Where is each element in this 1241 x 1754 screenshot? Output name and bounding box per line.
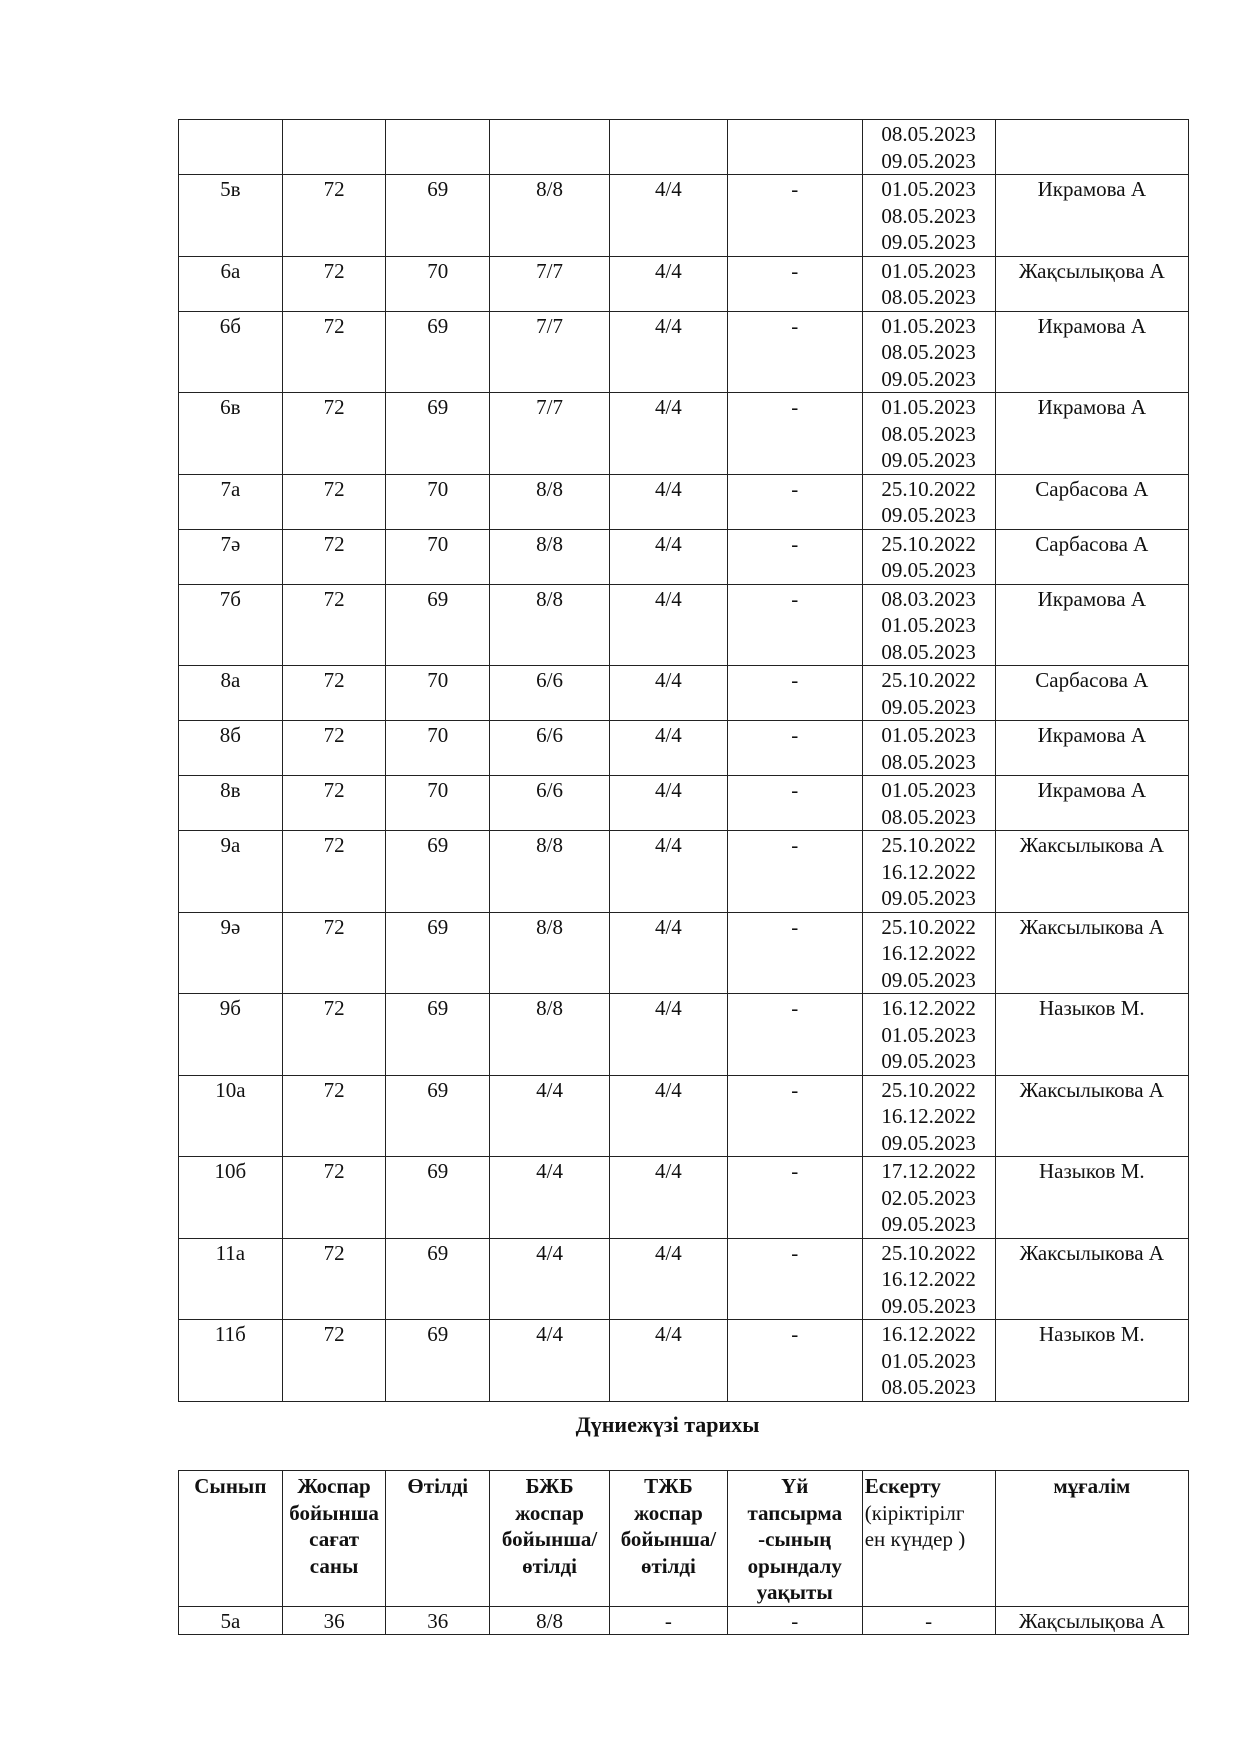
table-row	[179, 831, 1189, 913]
teacher-cell: Икрамова А	[995, 311, 1188, 393]
table-row	[179, 256, 1189, 311]
date-line: 09.05.2023	[881, 148, 976, 173]
table-cell: -	[727, 584, 862, 666]
dates-cell	[862, 584, 995, 666]
teacher-cell: Жаксылыкова А	[995, 1075, 1188, 1157]
header-subline: (кіріктірілг	[864, 1500, 965, 1525]
header-line: Жоспар	[297, 1474, 371, 1498]
column-header	[386, 1471, 490, 1607]
dates-cell	[862, 1157, 995, 1239]
dates-cell	[862, 175, 995, 257]
table-row	[179, 666, 1189, 721]
table-row	[179, 584, 1189, 666]
date-line: 25.10.2022	[881, 914, 976, 939]
header-line: бойынша/	[620, 1527, 717, 1551]
table-cell	[490, 120, 610, 175]
table-cell: 7ә	[179, 529, 283, 584]
header-line: ТЖБ	[644, 1474, 693, 1498]
table-cell: 10б	[179, 1157, 283, 1239]
table-cell: -	[727, 256, 862, 311]
date-line: 09.05.2023	[881, 230, 976, 254]
teacher-cell: Икрамова А	[995, 721, 1188, 776]
dates-cell	[862, 831, 995, 913]
date-line: 09.05.2023	[881, 1212, 976, 1236]
date-line: 25.10.2022	[881, 1240, 976, 1265]
date-line: 08.03.2023	[881, 586, 976, 611]
table-cell: 69	[386, 175, 490, 257]
date-line: 01.05.2023	[881, 778, 976, 802]
table-cell: 72	[282, 776, 386, 831]
table-row	[179, 529, 1189, 584]
table-cell: 4/4	[490, 1320, 610, 1402]
table-cell: 69	[386, 912, 490, 994]
teacher-cell: Назыков М.	[995, 1320, 1188, 1402]
table-cell: 72	[282, 1238, 386, 1320]
table-cell: 5в	[179, 175, 283, 257]
date-line: 16.12.2022	[881, 941, 976, 965]
dates-cell	[862, 776, 995, 831]
table-cell: -	[727, 393, 862, 475]
table-cell: 4/4	[490, 1157, 610, 1239]
date-line: 08.05.2023	[881, 639, 976, 664]
table-cell: -	[727, 175, 862, 257]
table-cell: 8/8	[490, 175, 610, 257]
date-line: 01.05.2023	[881, 395, 976, 419]
table-row	[179, 175, 1189, 257]
date-line: 01.05.2023	[881, 1348, 976, 1373]
table-cell: -	[727, 776, 862, 831]
date-line: 16.12.2022	[881, 1322, 976, 1346]
date-line: 08.05.2023	[881, 122, 976, 146]
table-cell: -	[727, 912, 862, 994]
date-line: 09.05.2023	[881, 558, 976, 582]
table-row	[179, 393, 1189, 475]
date-line: 16.12.2022	[881, 1267, 976, 1291]
date-line: 17.12.2022	[881, 1159, 976, 1183]
header-line: Үй	[781, 1474, 809, 1498]
table-cell: 70	[386, 474, 490, 529]
dates-cell	[862, 1238, 995, 1320]
date-line: 01.05.2023	[881, 1022, 976, 1047]
date-line: 01.05.2023	[881, 177, 976, 201]
date-line: 02.05.2023	[881, 1185, 976, 1210]
column-header	[862, 1471, 995, 1607]
table-cell: 4/4	[490, 1075, 610, 1157]
table-cell: 4/4	[609, 1157, 727, 1239]
table-row	[179, 994, 1189, 1076]
table-cell: 4/4	[490, 1238, 610, 1320]
table-cell: 7/7	[490, 393, 610, 475]
date-line: 16.12.2022	[881, 859, 976, 884]
table-cell: 8в	[179, 776, 283, 831]
header-line: өтілді	[640, 1553, 696, 1578]
dates-cell	[862, 529, 995, 584]
table-cell	[179, 120, 283, 175]
teacher-cell: Сарбасова А	[995, 666, 1188, 721]
table-cell: 4/4	[609, 666, 727, 721]
table-cell: 4/4	[609, 1320, 727, 1402]
column-header	[995, 1471, 1188, 1607]
table-row	[179, 1320, 1189, 1402]
date-line: 08.05.2023	[881, 421, 976, 446]
table-cell: 8б	[179, 721, 283, 776]
table-cell: 72	[282, 994, 386, 1076]
table-cell: 36	[386, 1606, 490, 1635]
world-history-table	[178, 1470, 1189, 1635]
table-cell: 9б	[179, 994, 283, 1076]
table-cell: 70	[386, 776, 490, 831]
header-line: жоспар	[515, 1500, 584, 1525]
table-row	[179, 474, 1189, 529]
teacher-cell: Жақсылықова А	[995, 256, 1188, 311]
section-title: Дүниежүзі тарихы	[575, 1412, 760, 1437]
table-cell: 11а	[179, 1238, 283, 1320]
table-cell: 4/4	[609, 393, 727, 475]
teacher-cell: Икрамова А	[995, 584, 1188, 666]
dates-cell	[862, 474, 995, 529]
header-line: саны	[309, 1553, 359, 1578]
table-cell: -	[609, 1606, 727, 1635]
column-header	[282, 1471, 386, 1607]
table-cell: 70	[386, 529, 490, 584]
date-line: 25.10.2022	[881, 668, 976, 692]
table-cell: 72	[282, 474, 386, 529]
table-cell: 4/4	[609, 529, 727, 584]
table-cell: 4/4	[609, 831, 727, 913]
date-line: 01.05.2023	[881, 613, 976, 637]
table-cell: 4/4	[609, 175, 727, 257]
table-cell: 10а	[179, 1075, 283, 1157]
date-line: 09.05.2023	[881, 1130, 976, 1155]
table-cell: 69	[386, 831, 490, 913]
table-cell: 7а	[179, 474, 283, 529]
header-line: сағат	[309, 1527, 360, 1551]
table-cell: 8/8	[490, 1606, 610, 1635]
teacher-cell: Назыков М.	[995, 994, 1188, 1076]
table-cell: -	[862, 1606, 995, 1635]
table-cell: 72	[282, 1157, 386, 1239]
date-line: 08.05.2023	[881, 1375, 976, 1399]
dates-cell	[862, 994, 995, 1076]
dates-cell	[862, 721, 995, 776]
dates-cell	[862, 1075, 995, 1157]
schedule-table	[178, 119, 1189, 1402]
table-cell: 9ә	[179, 912, 283, 994]
table-cell: 8/8	[490, 474, 610, 529]
table-cell: -	[727, 994, 862, 1076]
header-line: бойынша	[289, 1500, 379, 1525]
table-cell: 70	[386, 666, 490, 721]
table-row	[179, 721, 1189, 776]
dates-cell	[862, 256, 995, 311]
header-line: тапсырма	[747, 1500, 843, 1525]
teacher-cell: Икрамова А	[995, 175, 1188, 257]
table-cell: 72	[282, 1320, 386, 1402]
dates-cell	[862, 393, 995, 475]
teacher-cell: Назыков М.	[995, 1157, 1188, 1239]
date-line: 09.05.2023	[881, 694, 976, 719]
table-cell: 72	[282, 721, 386, 776]
header-subline: ен күндер )	[864, 1527, 966, 1551]
table-cell: 7/7	[490, 311, 610, 393]
table-cell: -	[727, 474, 862, 529]
table-cell: 72	[282, 1075, 386, 1157]
table-cell: 72	[282, 912, 386, 994]
column-header	[490, 1471, 610, 1607]
table-cell: 8/8	[490, 994, 610, 1076]
table-cell: -	[727, 666, 862, 721]
table-cell: -	[727, 1320, 862, 1402]
column-header	[609, 1471, 727, 1607]
date-line: 01.05.2023	[881, 258, 976, 283]
header-line: бойынша/	[501, 1527, 598, 1551]
table-cell: 4/4	[609, 474, 727, 529]
table-cell: 72	[282, 831, 386, 913]
table-cell: 6/6	[490, 666, 610, 721]
table-cell: 8/8	[490, 912, 610, 994]
table-cell: 11б	[179, 1320, 283, 1402]
teacher-cell: Жаксылыкова А	[995, 912, 1188, 994]
table-cell: 8/8	[490, 584, 610, 666]
table-cell: 69	[386, 1320, 490, 1402]
table-cell: -	[727, 1238, 862, 1320]
dates-cell	[862, 311, 995, 393]
table-cell: 6б	[179, 311, 283, 393]
header-line: жоспар	[633, 1500, 703, 1525]
date-line: 09.05.2023	[881, 886, 976, 910]
table-cell: 5а	[179, 1606, 283, 1635]
column-header	[179, 1471, 283, 1607]
date-line: 09.05.2023	[881, 503, 976, 527]
table-cell: 6а	[179, 256, 283, 311]
table-cell	[386, 120, 490, 175]
table-cell: 72	[282, 393, 386, 475]
table-cell: -	[727, 1157, 862, 1239]
table-cell: 4/4	[609, 721, 727, 776]
date-line: 25.10.2022	[881, 531, 976, 556]
teacher-cell: Икрамова А	[995, 776, 1188, 831]
date-line: 16.12.2022	[881, 996, 976, 1020]
table-cell: -	[727, 721, 862, 776]
table-cell	[727, 120, 862, 175]
table-cell: -	[727, 311, 862, 393]
table-cell: 4/4	[609, 311, 727, 393]
table-cell: 8/8	[490, 529, 610, 584]
dates-cell	[862, 666, 995, 721]
table-row	[179, 1238, 1189, 1320]
table-cell: 69	[386, 393, 490, 475]
date-line: 09.05.2023	[881, 1293, 976, 1318]
table-cell: -	[727, 529, 862, 584]
table-cell: 4/4	[609, 584, 727, 666]
table-cell: 72	[282, 666, 386, 721]
table-cell: 72	[282, 529, 386, 584]
table-cell: 6/6	[490, 776, 610, 831]
table-cell: 9а	[179, 831, 283, 913]
table-cell: 8/8	[490, 831, 610, 913]
table-cell: 69	[386, 1238, 490, 1320]
teacher-cell: Жаксылыкова А	[995, 1238, 1188, 1320]
table-cell: -	[727, 831, 862, 913]
date-line: 16.12.2022	[881, 1104, 976, 1128]
table-cell: 69	[386, 311, 490, 393]
date-line: 25.10.2022	[881, 1077, 976, 1102]
date-line: 08.05.2023	[881, 804, 976, 829]
dates-cell	[862, 912, 995, 994]
table-cell: 7б	[179, 584, 283, 666]
dates-cell	[862, 120, 995, 175]
header-line: Сынып	[194, 1474, 267, 1498]
table-cell: 69	[386, 1075, 490, 1157]
table-row	[179, 1075, 1189, 1157]
table-row	[179, 1157, 1189, 1239]
table-cell: 72	[282, 175, 386, 257]
table-cell: 69	[386, 584, 490, 666]
header-line: -сының	[758, 1527, 832, 1551]
teacher-cell: Жаксылыкова А	[995, 831, 1188, 913]
header-row	[179, 1471, 1189, 1607]
table-row	[179, 311, 1189, 393]
table-cell: 6в	[179, 393, 283, 475]
date-line: 09.05.2023	[881, 967, 976, 992]
table-cell: Жақсылықова А	[995, 1606, 1188, 1635]
table-cell: 69	[386, 1157, 490, 1239]
header-line: Ескерту	[864, 1474, 941, 1498]
table-cell: 4/4	[609, 994, 727, 1076]
dates-cell	[862, 1320, 995, 1402]
date-line: 01.05.2023	[881, 723, 976, 747]
table-cell: 70	[386, 256, 490, 311]
teacher-cell: Икрамова А	[995, 393, 1188, 475]
header-line: орындалу	[747, 1553, 842, 1578]
header-line: БЖБ	[525, 1474, 574, 1498]
table-cell: -	[727, 1606, 862, 1635]
table-row	[179, 1606, 1189, 1635]
table-cell: 72	[282, 311, 386, 393]
teacher-cell: Сарбасова А	[995, 474, 1188, 529]
date-line: 08.05.2023	[881, 749, 976, 774]
teacher-cell: Сарбасова А	[995, 529, 1188, 584]
date-line: 08.05.2023	[881, 285, 976, 309]
table-row	[179, 120, 1189, 175]
table-cell	[282, 120, 386, 175]
table-cell: 36	[282, 1606, 386, 1635]
date-line: 09.05.2023	[881, 1049, 976, 1073]
table-cell: 4/4	[609, 1075, 727, 1157]
table-cell: 4/4	[609, 776, 727, 831]
date-line: 01.05.2023	[881, 313, 976, 338]
table-cell: -	[727, 1075, 862, 1157]
table-cell: 70	[386, 721, 490, 776]
table-cell: 8а	[179, 666, 283, 721]
table-cell: 4/4	[609, 912, 727, 994]
table-cell: 72	[282, 584, 386, 666]
header-line: өтілді	[522, 1553, 578, 1578]
header-line: уақыты	[756, 1580, 833, 1604]
table-cell: 7/7	[490, 256, 610, 311]
table-cell: 72	[282, 256, 386, 311]
table-cell	[609, 120, 727, 175]
table-cell: 4/4	[609, 1238, 727, 1320]
header-line: мұғалім	[1053, 1474, 1131, 1498]
table-row	[179, 912, 1189, 994]
table-cell: 4/4	[609, 256, 727, 311]
column-header	[727, 1471, 862, 1607]
date-line: 09.05.2023	[881, 366, 976, 391]
table-cell: 69	[386, 994, 490, 1076]
date-line: 08.05.2023	[881, 203, 976, 228]
date-line: 25.10.2022	[881, 476, 976, 501]
teacher-cell	[995, 120, 1188, 175]
table-cell: 6/6	[490, 721, 610, 776]
table-row	[179, 776, 1189, 831]
date-line: 09.05.2023	[881, 448, 976, 472]
date-line: 25.10.2022	[881, 833, 976, 857]
date-line: 08.05.2023	[881, 340, 976, 364]
header-line: Өтілді	[407, 1474, 469, 1498]
